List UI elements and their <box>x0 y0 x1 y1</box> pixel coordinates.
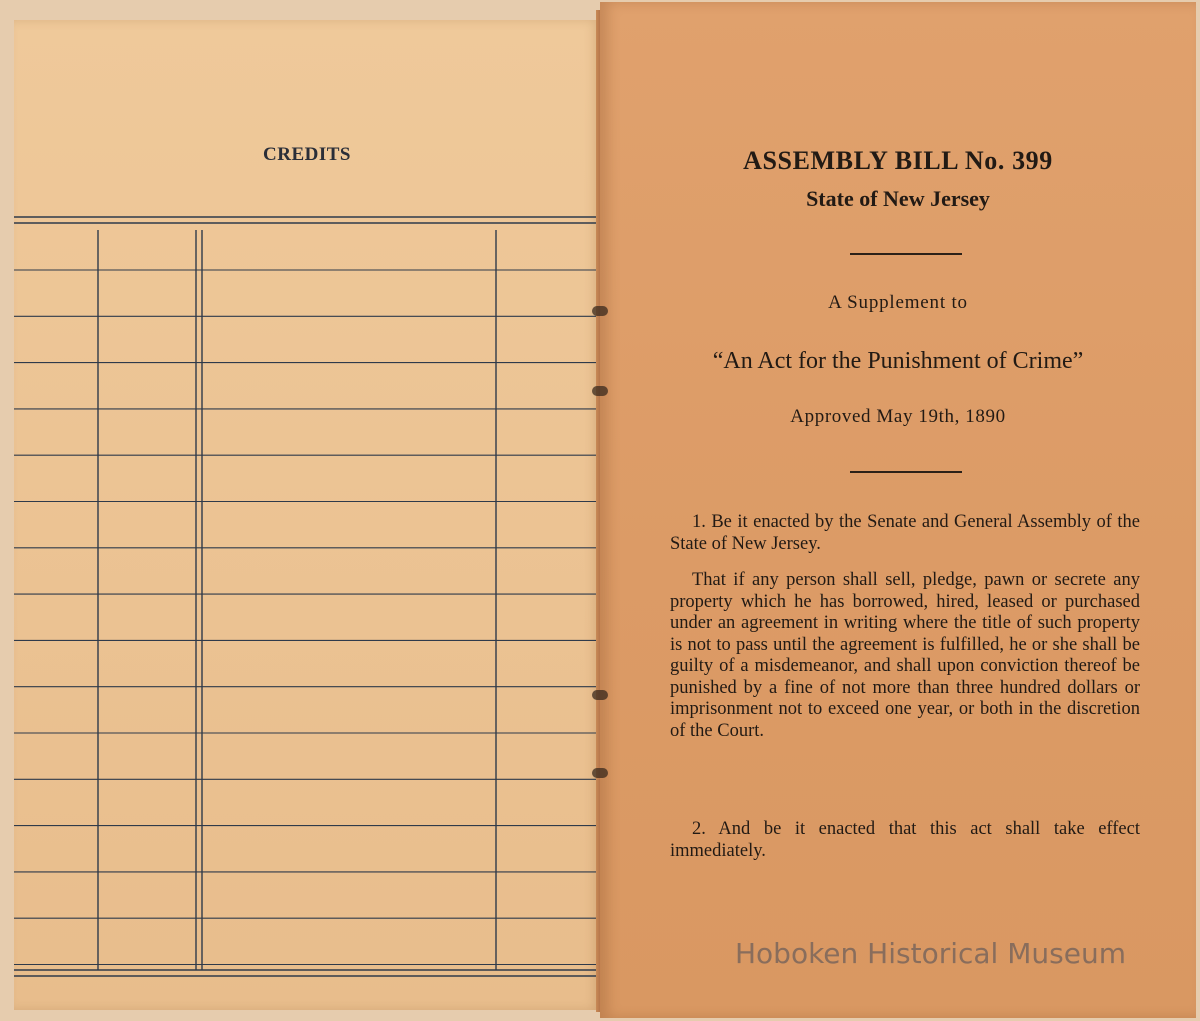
paragraph-enactment: 1. Be it enacted by the Senate and General Assembly of the State of New Jersey. <box>670 512 1140 554</box>
paragraph-provision: That if any person shall sell, pledge, pawn or secrete any property which he has borrowed, hired, leased or purchased under an agreement in writing where the title of such property is not to pass until the agreement is fulfilled, he or she shall be guilty of a misdemeanor, and shall upon conviction thereof be punished by a fine of not more than three hundred dollars or imprisonment not to exceed one year, or both in the discretion of the Court. <box>670 570 1140 741</box>
paragraph-effective: 2. And be it enacted that this act shall take effect immediately. <box>670 819 1140 861</box>
divider-rule <box>850 253 962 255</box>
credits-page <box>14 20 600 1010</box>
ledger-grid <box>14 20 600 1010</box>
bill-state: State of New Jersey <box>806 186 990 211</box>
staple-hole <box>592 768 608 778</box>
museum-watermark: Hoboken Historical Museum <box>735 937 1126 970</box>
staple-hole <box>592 386 608 396</box>
divider-rule <box>850 471 962 473</box>
act-title: “An Act for the Punishment of Crime” <box>712 348 1084 374</box>
credits-heading: CREDITS <box>263 144 351 165</box>
staple-hole <box>592 690 608 700</box>
supplement-line: A Supplement to <box>828 292 968 313</box>
bill-title: ASSEMBLY BILL No. 399 <box>743 146 1053 175</box>
approved-date: Approved May 19th, 1890 <box>790 406 1006 427</box>
